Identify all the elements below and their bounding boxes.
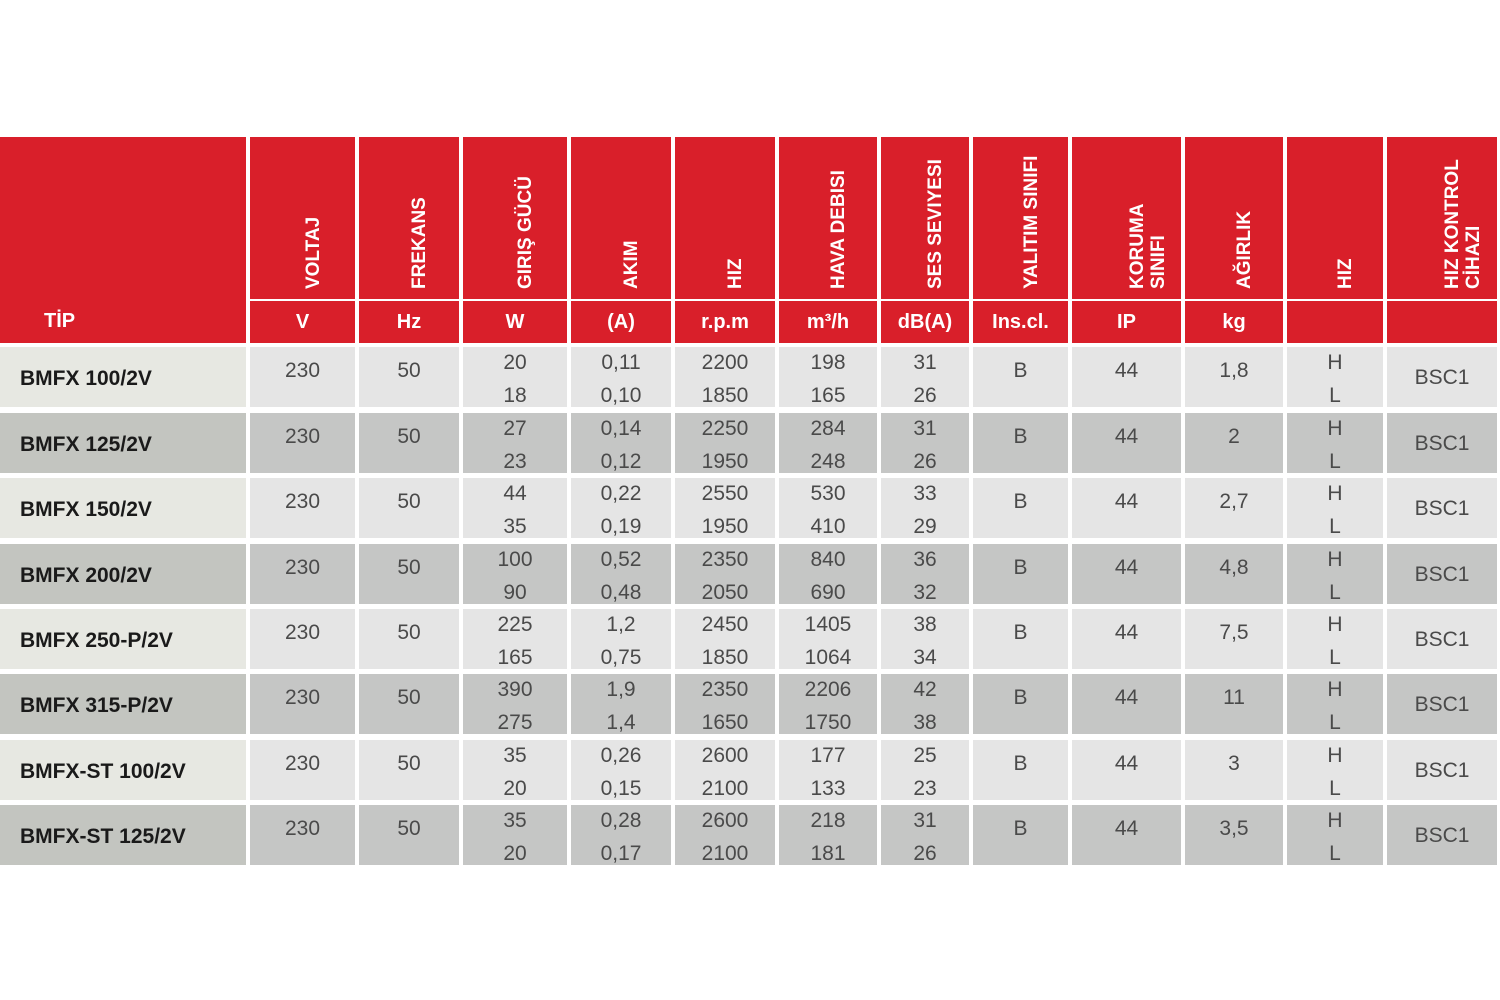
value: 44 (1114, 425, 1139, 448)
table-cell-current (571, 674, 671, 734)
table-cell-airflow (779, 740, 877, 800)
table-cell-insulation (973, 609, 1068, 669)
value-high: 2450 (701, 613, 749, 636)
value-high: 42 (913, 678, 937, 701)
value-low: 26 (913, 450, 937, 473)
table-cell-frequency (359, 347, 459, 407)
table-cell-ip (1072, 544, 1181, 604)
value: 50 (397, 686, 421, 709)
table-cell-airflow (779, 674, 877, 734)
header-cell-frequency (359, 137, 459, 343)
table-cell-sound (881, 478, 969, 538)
value-low: 275 (497, 711, 533, 734)
value-high: H (1327, 809, 1343, 832)
value-low: L (1329, 515, 1341, 538)
value-low: L (1329, 646, 1341, 669)
value-low: 1750 (804, 711, 852, 734)
table-cell-ip (1072, 347, 1181, 407)
table-cell-power (463, 347, 567, 407)
table-cell-airflow (779, 544, 877, 604)
value-high: 198 (810, 351, 846, 374)
header-cell-current (571, 137, 671, 343)
table-cell-frequency (359, 674, 459, 734)
table-cell-weight (1185, 674, 1283, 734)
table-cell-weight (1185, 805, 1283, 865)
value-low: L (1329, 384, 1341, 407)
value-low: 1950 (701, 515, 749, 538)
value-low: 1064 (804, 646, 852, 669)
value-low: 1850 (701, 384, 749, 407)
value: 44 (1114, 490, 1139, 513)
value-high: 218 (810, 809, 846, 832)
model-name: BMFX 150/2V (20, 498, 152, 521)
table-cell-frequency (359, 609, 459, 669)
value: 230 (284, 817, 321, 840)
header-label: AKIM (621, 240, 642, 289)
value-high: 44 (503, 482, 527, 505)
table-cell-current (571, 740, 671, 800)
table-cell-voltage (250, 805, 355, 865)
value-low: 0,75 (600, 646, 642, 669)
table-cell-speed (1287, 805, 1383, 865)
value: B (1013, 817, 1028, 840)
header-cell-ip (1072, 137, 1181, 343)
value: 44 (1114, 621, 1139, 644)
value-low: 26 (913, 384, 937, 407)
table-cell-speed (1287, 609, 1383, 669)
model-name: BMFX 200/2V (20, 564, 152, 587)
header-label: HAVA DEBISI (828, 170, 849, 289)
value-high: 38 (913, 613, 937, 636)
header-cell-controller (1387, 137, 1497, 343)
value-high: 2350 (701, 678, 749, 701)
header-unit: m³/h (779, 299, 877, 343)
value: 230 (284, 359, 321, 382)
value: 44 (1114, 359, 1139, 382)
value: 44 (1114, 686, 1139, 709)
model-name: BMFX 315-P/2V (20, 694, 173, 717)
value-low: 0,10 (600, 384, 642, 407)
value-high: 20 (503, 351, 527, 374)
table-cell-sound (881, 609, 969, 669)
value: B (1013, 686, 1028, 709)
table-cell-rpm (675, 740, 775, 800)
value: 4,8 (1219, 556, 1249, 579)
value-high: 840 (810, 548, 846, 571)
table-cell-controller (1387, 544, 1497, 604)
value-low: 181 (810, 842, 846, 865)
value-low: 18 (503, 384, 527, 407)
value: 230 (284, 621, 321, 644)
value-high: 2600 (701, 809, 749, 832)
value-high: 2200 (701, 351, 749, 374)
table-cell-airflow (779, 347, 877, 407)
value: 230 (284, 752, 321, 775)
header-cell-voltage (250, 137, 355, 343)
table-cell-controller (1387, 674, 1497, 734)
value: BSC1 (1414, 563, 1470, 586)
table-cell-sound (881, 347, 969, 407)
table-cell-ip (1072, 478, 1181, 538)
table-cell-voltage (250, 740, 355, 800)
value-high: H (1327, 548, 1343, 571)
value-low: 23 (913, 777, 937, 800)
table-cell-voltage (250, 674, 355, 734)
value: BSC1 (1414, 824, 1470, 847)
header-unit: W (463, 299, 567, 343)
header-unit: V (250, 299, 355, 343)
value-low: 23 (503, 450, 527, 473)
value: B (1013, 359, 1028, 382)
table-cell-frequency (359, 413, 459, 473)
table-cell-power (463, 413, 567, 473)
table-cell-voltage (250, 544, 355, 604)
value-high: 2350 (701, 548, 749, 571)
value-low: 34 (913, 646, 937, 669)
value: BSC1 (1414, 497, 1470, 520)
table-cell-rpm (675, 674, 775, 734)
table-cell-current (571, 609, 671, 669)
table-cell-insulation (973, 674, 1068, 734)
table-cell-ip (1072, 413, 1181, 473)
value-high: 2550 (701, 482, 749, 505)
model-name: BMFX-ST 100/2V (20, 760, 186, 783)
table-cell-frequency (359, 740, 459, 800)
header-label: GIRIŞ GÜCÜ (515, 176, 536, 289)
header-unit: (A) (571, 299, 671, 343)
table-cell-current (571, 413, 671, 473)
header-cell-weight (1185, 137, 1283, 343)
row-type-cell (0, 609, 246, 669)
value-low: L (1329, 581, 1341, 604)
table-cell-sound (881, 805, 969, 865)
value: BSC1 (1414, 628, 1470, 651)
value-low: 165 (497, 646, 533, 669)
value-high: 0,52 (600, 548, 642, 571)
model-name: BMFX-ST 125/2V (20, 825, 186, 848)
value: B (1013, 621, 1028, 644)
value: 7,5 (1219, 621, 1249, 644)
header-unit (1287, 299, 1383, 343)
table-cell-current (571, 347, 671, 407)
value-low: L (1329, 711, 1341, 734)
value: 1,8 (1219, 359, 1249, 382)
value-high: 1405 (804, 613, 852, 636)
value: BSC1 (1414, 759, 1470, 782)
value-low: L (1329, 450, 1341, 473)
value-low: 1650 (701, 711, 749, 734)
table-cell-sound (881, 544, 969, 604)
table-cell-power (463, 609, 567, 669)
value-low: L (1329, 777, 1341, 800)
value-high: 177 (810, 744, 846, 767)
table-cell-sound (881, 740, 969, 800)
value: 44 (1114, 817, 1139, 840)
value: 50 (397, 556, 421, 579)
row-type-cell (0, 544, 246, 604)
value: BSC1 (1414, 693, 1470, 716)
table-cell-power (463, 674, 567, 734)
value: BSC1 (1414, 432, 1470, 455)
value: B (1013, 752, 1028, 775)
value: B (1013, 490, 1028, 513)
table-cell-rpm (675, 413, 775, 473)
table-cell-insulation (973, 347, 1068, 407)
value: 50 (397, 359, 421, 382)
value: 2,7 (1219, 490, 1249, 513)
value-low: 20 (503, 842, 527, 865)
table-cell-rpm (675, 347, 775, 407)
table-cell-power (463, 805, 567, 865)
value-low: 38 (913, 711, 937, 734)
value: B (1013, 556, 1028, 579)
row-type-cell (0, 478, 246, 538)
value: 11 (1223, 686, 1245, 709)
value-low: 2100 (701, 842, 749, 865)
table-cell-rpm (675, 805, 775, 865)
table-cell-current (571, 805, 671, 865)
value-high: 2250 (701, 417, 749, 440)
table-cell-voltage (250, 413, 355, 473)
table-cell-controller (1387, 609, 1497, 669)
table-cell-frequency (359, 544, 459, 604)
table-cell-controller (1387, 740, 1497, 800)
row-type-cell (0, 674, 246, 734)
value-low: 20 (503, 777, 527, 800)
table-cell-ip (1072, 805, 1181, 865)
header-label: SES SEVIYESI (925, 159, 946, 289)
value-high: 36 (913, 548, 937, 571)
row-type-cell (0, 413, 246, 473)
table-cell-sound (881, 674, 969, 734)
table-cell-current (571, 544, 671, 604)
table-cell-ip (1072, 674, 1181, 734)
header-label: VOLTAJ (302, 216, 324, 289)
value: 2 (1228, 425, 1240, 448)
table-cell-insulation (973, 805, 1068, 865)
table-cell-controller (1387, 347, 1497, 407)
value: 44 (1114, 556, 1139, 579)
value: 230 (284, 686, 321, 709)
value-high: 0,11 (601, 351, 641, 374)
table-cell-frequency (359, 805, 459, 865)
value-high: H (1327, 417, 1343, 440)
value-high: 35 (503, 809, 527, 832)
value-high: 1,9 (606, 678, 636, 701)
row-type-cell (0, 740, 246, 800)
value-low: 0,15 (600, 777, 642, 800)
value-low: 0,19 (600, 515, 642, 538)
value: 50 (397, 425, 421, 448)
value-high: 25 (913, 744, 937, 767)
table-cell-airflow (779, 805, 877, 865)
header-label: HIZ (725, 258, 746, 289)
table-cell-current (571, 478, 671, 538)
model-name: BMFX 125/2V (20, 433, 152, 456)
table-cell-voltage (250, 478, 355, 538)
table-cell-power (463, 740, 567, 800)
value: 230 (284, 425, 321, 448)
table-cell-sound (881, 413, 969, 473)
value-high: 31 (913, 351, 937, 374)
value: 230 (284, 490, 321, 513)
table-cell-speed (1287, 740, 1383, 800)
table-cell-airflow (779, 413, 877, 473)
row-type-cell (0, 805, 246, 865)
value: B (1013, 425, 1028, 448)
header-label: TİP (44, 310, 76, 332)
header-unit: IP (1072, 299, 1181, 343)
value-high: 0,28 (600, 809, 642, 832)
table-cell-insulation (973, 740, 1068, 800)
header-unit: dB(A) (881, 299, 969, 343)
value: 50 (397, 490, 421, 513)
header-cell-type (0, 137, 246, 343)
value-low: 690 (810, 581, 846, 604)
model-name: BMFX 250-P/2V (20, 629, 173, 652)
table-cell-weight (1185, 413, 1283, 473)
value-high: H (1327, 351, 1343, 374)
value-low: 1850 (701, 646, 749, 669)
table-cell-airflow (779, 609, 877, 669)
header-cell-rpm (675, 137, 775, 343)
value-low: 90 (503, 581, 527, 604)
header-label: YALITIM SINIFI (1020, 155, 1042, 289)
value-high: 225 (497, 613, 533, 636)
value: 50 (397, 752, 421, 775)
table-cell-rpm (675, 609, 775, 669)
table-cell-rpm (675, 478, 775, 538)
value-high: H (1327, 613, 1343, 636)
header-cell-sound (881, 137, 969, 343)
header-cell-insulation (973, 137, 1068, 343)
value-high: 2600 (701, 744, 749, 767)
value-low: 1950 (701, 450, 749, 473)
header-cell-speed (1287, 137, 1383, 343)
table-cell-controller (1387, 413, 1497, 473)
header-label: AĞIRLIK (1234, 210, 1255, 289)
value-high: 390 (497, 678, 533, 701)
table-cell-insulation (973, 413, 1068, 473)
table-cell-power (463, 478, 567, 538)
header-unit: kg (1185, 299, 1283, 343)
table-cell-frequency (359, 478, 459, 538)
table-cell-speed (1287, 413, 1383, 473)
value: 44 (1114, 752, 1139, 775)
value-high: 27 (503, 417, 527, 440)
value-high: 0,26 (600, 744, 642, 767)
table-cell-speed (1287, 674, 1383, 734)
table-cell-weight (1185, 544, 1283, 604)
header-label: HIZ (1335, 258, 1356, 289)
value-low: 29 (913, 515, 937, 538)
table-cell-weight (1185, 609, 1283, 669)
value-high: 1,2 (606, 613, 636, 636)
value-high: 33 (913, 482, 937, 505)
value: 3 (1228, 752, 1240, 775)
table-cell-insulation (973, 478, 1068, 538)
header-unit: r.p.m (675, 299, 775, 343)
model-name: BMFX 100/2V (20, 367, 152, 390)
header-unit (1387, 299, 1497, 343)
table-cell-weight (1185, 347, 1283, 407)
table-cell-controller (1387, 805, 1497, 865)
table-cell-speed (1287, 478, 1383, 538)
value-low: L (1329, 842, 1341, 865)
value-low: 0,17 (600, 842, 642, 865)
value-low: 2050 (701, 581, 749, 604)
table-cell-airflow (779, 478, 877, 538)
header-label: HIZ KONTROL CİHAZI (1442, 159, 1484, 289)
value: 230 (284, 556, 321, 579)
value-low: 133 (810, 777, 846, 800)
table-cell-rpm (675, 544, 775, 604)
value-high: 31 (913, 809, 937, 832)
value-low: 1,4 (606, 711, 636, 734)
value-low: 410 (810, 515, 846, 538)
header-unit: Hz (359, 299, 459, 343)
value-high: 2206 (804, 678, 852, 701)
value-high: 100 (497, 548, 533, 571)
table-cell-speed (1287, 347, 1383, 407)
value: BSC1 (1414, 366, 1470, 389)
value-high: H (1327, 678, 1343, 701)
value: 50 (397, 817, 421, 840)
header-label: FREKANS (409, 197, 430, 289)
value-high: H (1327, 482, 1343, 505)
table-cell-ip (1072, 740, 1181, 800)
table-cell-controller (1387, 478, 1497, 538)
row-type-cell (0, 347, 246, 407)
value-high: 530 (810, 482, 846, 505)
value-low: 165 (810, 384, 846, 407)
value-low: 2100 (701, 777, 749, 800)
header-cell-power (463, 137, 567, 343)
value-low: 0,12 (600, 450, 642, 473)
table-cell-power (463, 544, 567, 604)
value-low: 32 (913, 581, 937, 604)
value-high: 31 (913, 417, 937, 440)
value-high: 0,22 (600, 482, 642, 505)
table-cell-weight (1185, 478, 1283, 538)
value-low: 0,48 (600, 581, 642, 604)
table-cell-voltage (250, 347, 355, 407)
table-cell-speed (1287, 544, 1383, 604)
value-high: 0,14 (600, 417, 642, 440)
value-high: 284 (810, 417, 846, 440)
header-unit: Ins.cl. (973, 299, 1068, 343)
value-low: 248 (810, 450, 846, 473)
value-low: 26 (913, 842, 937, 865)
header-label: KORUMA SINIFI (1126, 203, 1169, 289)
value: 3,5 (1219, 817, 1249, 840)
value: 50 (397, 621, 421, 644)
value-high: H (1327, 744, 1343, 767)
table-cell-voltage (250, 609, 355, 669)
table-cell-insulation (973, 544, 1068, 604)
header-cell-airflow (779, 137, 877, 343)
value-low: 35 (503, 515, 527, 538)
table-cell-weight (1185, 740, 1283, 800)
value-high: 35 (503, 744, 527, 767)
table-cell-ip (1072, 609, 1181, 669)
